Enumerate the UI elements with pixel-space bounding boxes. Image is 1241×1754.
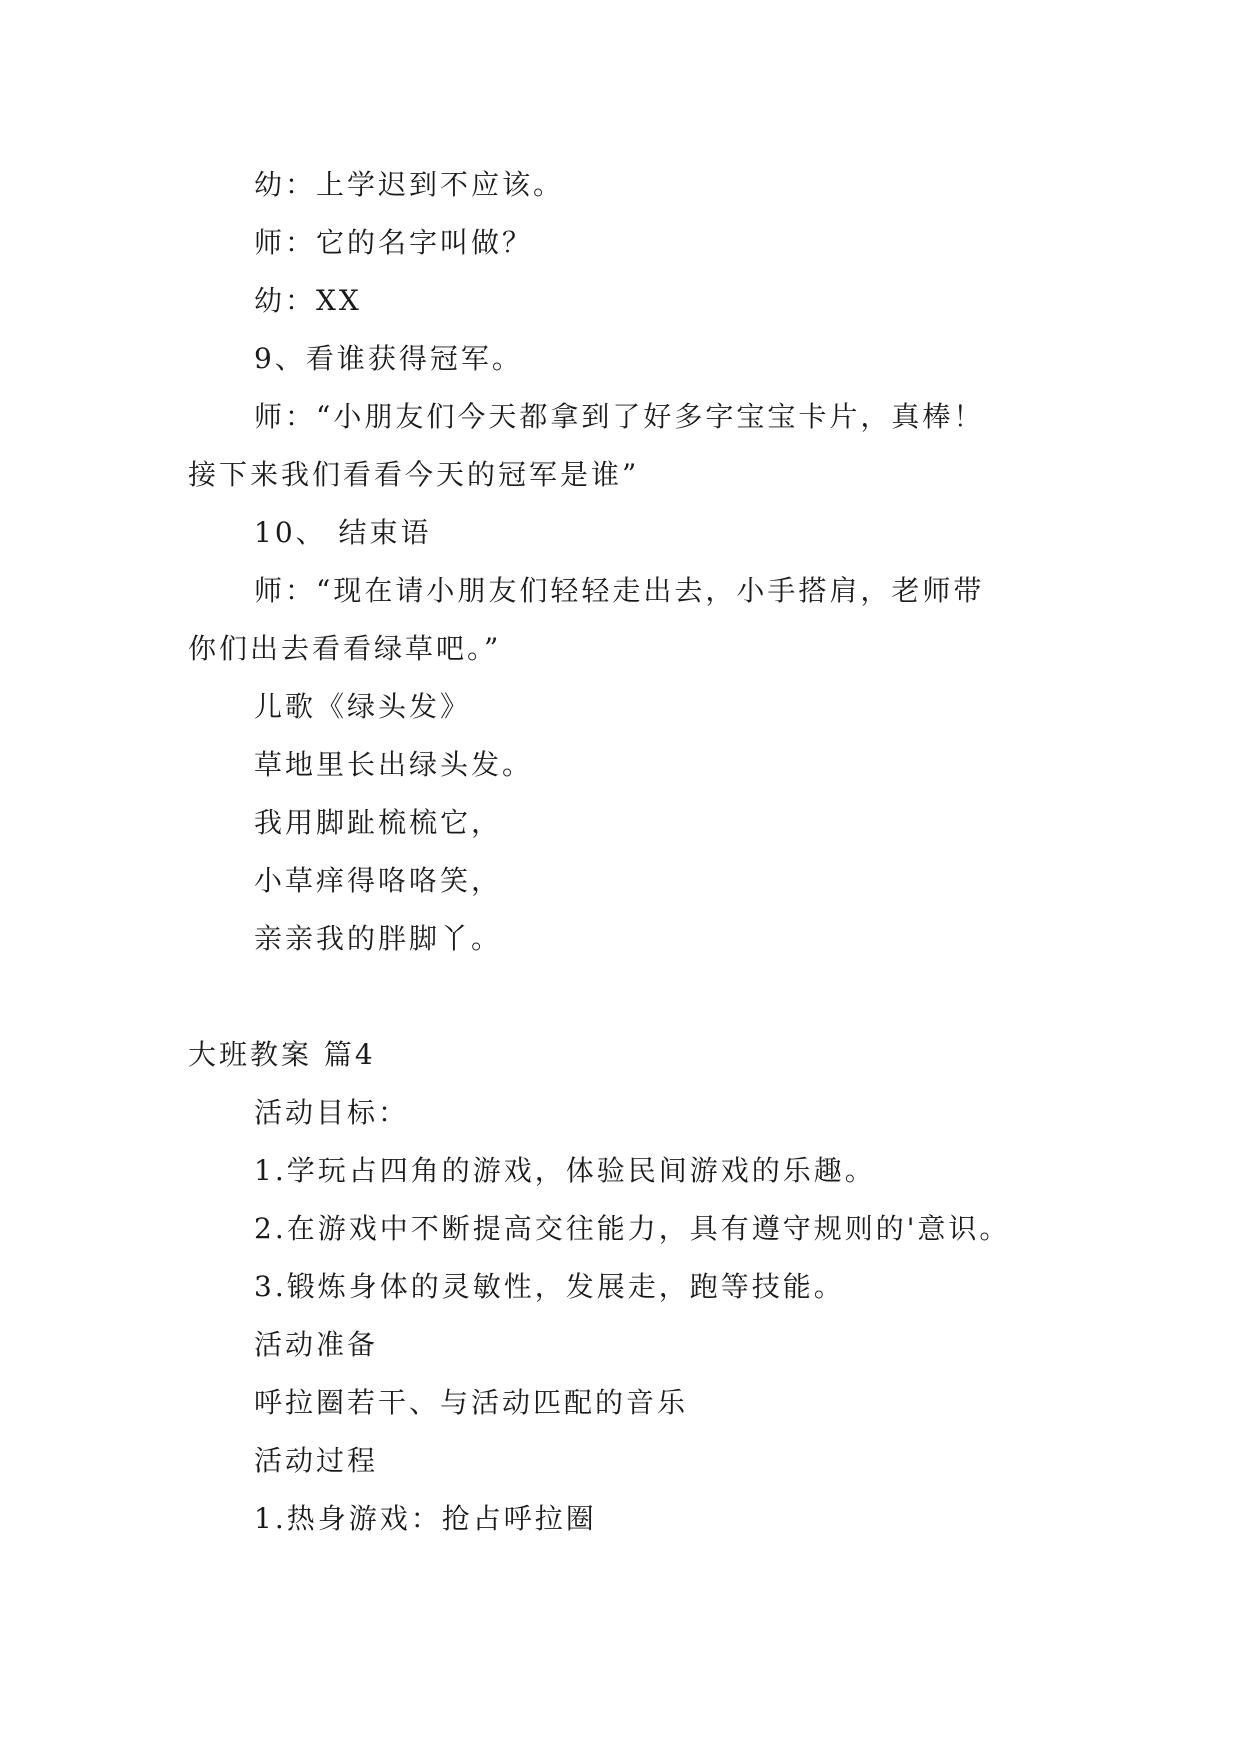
list-item: 1.学玩占四角的游戏，体验民间游戏的乐趣。 (254, 1154, 876, 1187)
list-item: 2.在游戏中不断提高交往能力，具有遵守规则的'意识。 (254, 1212, 1011, 1245)
dialogue-line: 师：它的名字叫做？ (254, 226, 534, 259)
list-item: 1.热身游戏：抢占呼拉圈 (254, 1502, 597, 1535)
poem-line: 亲亲我的胖脚丫。 (254, 922, 503, 955)
poem-line: 草地里长出绿头发。 (254, 748, 534, 781)
poem-line: 我用脚趾梳梳它， (254, 806, 503, 839)
step-heading: 9、看谁获得冠军。 (254, 342, 523, 375)
dialogue-continuation: 你们出去看看绿草吧。” (188, 632, 502, 665)
poem-line: 小草痒得咯咯笑， (254, 864, 503, 897)
dialogue-line: 幼：XX (254, 284, 362, 317)
dialogue-line: 幼：上学迟到不应该。 (254, 168, 565, 201)
dialogue-continuation: 接下来我们看看今天的冠军是谁” (188, 458, 640, 491)
poem-title: 儿歌《绿头发》 (254, 690, 472, 723)
subheading: 活动目标： (254, 1096, 410, 1129)
body-text: 呼拉圈若干、与活动匹配的音乐 (254, 1386, 689, 1419)
subheading: 活动过程 (254, 1444, 379, 1477)
section-heading: 大班教案 篇4 (188, 1038, 376, 1071)
dialogue-line: 师：“小朋友们今天都拿到了好多字宝宝卡片，真棒！ (254, 400, 985, 433)
dialogue-line: 师：“现在请小朋友们轻轻走出去，小手搭肩，老师带 (254, 574, 985, 607)
step-heading: 10、 结束语 (254, 516, 432, 549)
list-item: 3.锻炼身体的灵敏性，发展走，跑等技能。 (254, 1270, 845, 1303)
subheading: 活动准备 (254, 1328, 379, 1361)
